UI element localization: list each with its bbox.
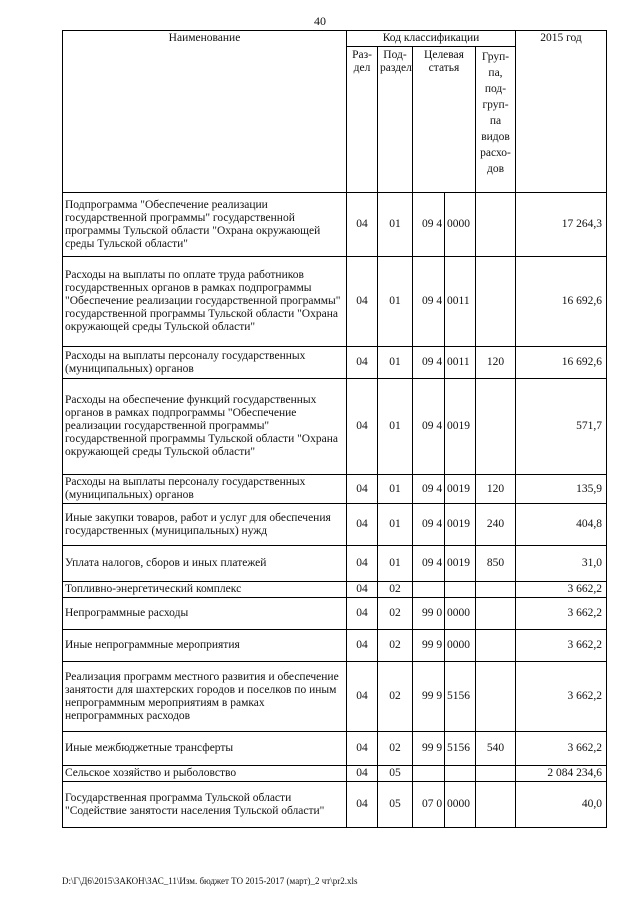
row-amount: 3 662,2	[516, 582, 607, 598]
header-year: 2015 год	[516, 31, 607, 193]
row-expense-group	[476, 598, 516, 630]
row-name: Расходы на обеспечение функций государственных органов в рамках подпрограммы "Обеспечение реализации государственной программы" государственной программы Тульской области "Охрана окружающей среды Тульской области"	[63, 379, 347, 475]
row-razdel: 04	[347, 546, 378, 582]
footer-file-path: D:\Г\Д6\2015\ЗАКОН\ЗАС_11\Изм. бюджет ТО 2015-2017 (март)_2 чт\pr2.xls	[62, 876, 358, 886]
row-name: Расходы на выплаты персоналу государственных (муниципальных) органов	[63, 475, 347, 504]
row-amount: 3 662,2	[516, 598, 607, 630]
row-expense-group: 120	[476, 475, 516, 504]
table-row	[63, 347, 607, 379]
row-podrazdel: 02	[378, 598, 413, 630]
row-target-subprogram	[435, 766, 445, 782]
row-podrazdel: 02	[378, 582, 413, 598]
row-razdel: 04	[347, 257, 378, 347]
row-razdel: 04	[347, 475, 378, 504]
row-target-subprogram: 0	[435, 598, 445, 630]
row-podrazdel: 02	[378, 732, 413, 766]
row-expense-group	[476, 257, 516, 347]
table-row	[63, 598, 607, 630]
header-podrazdel: Под- раздел	[378, 47, 413, 193]
row-expense-group	[476, 782, 516, 828]
row-target-direction: 0000	[445, 598, 476, 630]
row-target-program: 09	[413, 257, 435, 347]
row-name: Топливно-энергетический комплекс	[63, 582, 347, 598]
row-podrazdel: 01	[378, 475, 413, 504]
row-target-subprogram: 4	[435, 504, 445, 546]
row-amount: 31,0	[516, 546, 607, 582]
row-amount: 135,9	[516, 475, 607, 504]
row-expense-group	[476, 582, 516, 598]
row-expense-group	[476, 766, 516, 782]
row-name: Государственная программа Тульской области "Содействие занятости населения Тульской области"	[63, 782, 347, 828]
table-row	[63, 257, 607, 347]
row-target-program: 99	[413, 598, 435, 630]
row-podrazdel: 01	[378, 504, 413, 546]
row-amount: 404,8	[516, 504, 607, 546]
header-razdel: Раз- дел	[347, 47, 378, 193]
row-target-direction: 0011	[445, 257, 476, 347]
row-amount: 3 662,2	[516, 630, 607, 662]
table-row	[63, 662, 607, 732]
row-target-subprogram: 4	[435, 193, 445, 257]
row-target-direction: 0019	[445, 546, 476, 582]
table-row	[63, 582, 607, 598]
row-target-direction	[445, 582, 476, 598]
row-target-program: 07	[413, 782, 435, 828]
row-name: Реализация программ местного развития и обеспечение занятости для шахтерских городов и поселков по иным непрограммным мероприятиям в рамках непрограммных расходов	[63, 662, 347, 732]
row-razdel: 04	[347, 379, 378, 475]
row-target-direction: 0000	[445, 782, 476, 828]
row-podrazdel: 01	[378, 257, 413, 347]
row-target-subprogram: 4	[435, 347, 445, 379]
row-razdel: 04	[347, 766, 378, 782]
row-podrazdel: 02	[378, 662, 413, 732]
table-row	[63, 379, 607, 475]
row-razdel: 04	[347, 782, 378, 828]
table-row	[63, 504, 607, 546]
row-amount: 3 662,2	[516, 732, 607, 766]
row-podrazdel: 05	[378, 766, 413, 782]
row-razdel: 04	[347, 732, 378, 766]
row-amount: 3 662,2	[516, 662, 607, 732]
row-target-subprogram: 9	[435, 662, 445, 732]
row-podrazdel: 01	[378, 546, 413, 582]
header-group: Груп- па, под- груп- па видов расхо- дов	[476, 47, 516, 193]
row-podrazdel: 02	[378, 630, 413, 662]
table-row	[63, 475, 607, 504]
table-row	[63, 766, 607, 782]
row-target-direction: 0019	[445, 379, 476, 475]
row-razdel: 04	[347, 662, 378, 732]
row-target-program: 09	[413, 379, 435, 475]
row-target-program: 09	[413, 546, 435, 582]
row-target-program: 09	[413, 504, 435, 546]
row-expense-group: 120	[476, 347, 516, 379]
row-name: Расходы на выплаты по оплате труда работников государственных органов в рамках подпрограммы "Обеспечение реализации государственной программы" государственной программы Тульской области "Охрана окружающей среды Тульской области"	[63, 257, 347, 347]
row-amount: 571,7	[516, 379, 607, 475]
row-target-direction: 0019	[445, 475, 476, 504]
row-target-direction: 0000	[445, 193, 476, 257]
row-podrazdel: 05	[378, 782, 413, 828]
row-target-program: 99	[413, 662, 435, 732]
row-razdel: 04	[347, 598, 378, 630]
row-target-program: 99	[413, 630, 435, 662]
table-row	[63, 546, 607, 582]
row-target-subprogram: 4	[435, 257, 445, 347]
row-target-subprogram: 0	[435, 782, 445, 828]
row-target-program: 09	[413, 475, 435, 504]
row-podrazdel: 01	[378, 379, 413, 475]
table-row	[63, 630, 607, 662]
row-name: Иные непрограммные мероприятия	[63, 630, 347, 662]
header-code-group: Код классификации	[347, 31, 516, 47]
header-name: Наименование	[63, 31, 347, 193]
row-target-direction: 0011	[445, 347, 476, 379]
row-name: Уплата налогов, сборов и иных платежей	[63, 546, 347, 582]
row-name: Расходы на выплаты персоналу государственных (муниципальных) органов	[63, 347, 347, 379]
row-expense-group	[476, 193, 516, 257]
row-amount: 2 084 234,6	[516, 766, 607, 782]
row-target-subprogram	[435, 582, 445, 598]
row-target-direction: 0019	[445, 504, 476, 546]
row-amount: 40,0	[516, 782, 607, 828]
row-target-direction	[445, 766, 476, 782]
row-expense-group	[476, 379, 516, 475]
row-name: Иные межбюджетные трансферты	[63, 732, 347, 766]
row-target-program: 09	[413, 193, 435, 257]
row-amount: 17 264,3	[516, 193, 607, 257]
header-row-1	[63, 31, 607, 47]
row-target-subprogram: 4	[435, 475, 445, 504]
row-target-subprogram: 4	[435, 379, 445, 475]
row-amount: 16 692,6	[516, 347, 607, 379]
table-row	[63, 782, 607, 828]
row-razdel: 04	[347, 504, 378, 546]
row-name: Сельское хозяйство и рыболовство	[63, 766, 347, 782]
row-amount: 16 692,6	[516, 257, 607, 347]
table-row	[63, 193, 607, 257]
row-expense-group	[476, 630, 516, 662]
row-target-subprogram: 9	[435, 732, 445, 766]
row-expense-group	[476, 662, 516, 732]
row-name: Иные закупки товаров, работ и услуг для обеспечения государственных (муниципальных) нужд	[63, 504, 347, 546]
budget-table	[62, 30, 607, 828]
row-target-direction: 5156	[445, 732, 476, 766]
row-razdel: 04	[347, 347, 378, 379]
row-target-direction: 0000	[445, 630, 476, 662]
row-razdel: 04	[347, 630, 378, 662]
row-razdel: 04	[347, 193, 378, 257]
page-number: 40	[314, 14, 326, 28]
row-target-subprogram: 9	[435, 630, 445, 662]
row-target-subprogram: 4	[435, 546, 445, 582]
row-name: Непрограммные расходы	[63, 598, 347, 630]
row-podrazdel: 01	[378, 193, 413, 257]
table-row	[63, 732, 607, 766]
row-expense-group: 240	[476, 504, 516, 546]
row-podrazdel: 01	[378, 347, 413, 379]
row-expense-group: 540	[476, 732, 516, 766]
row-name: Подпрограмма "Обеспечение реализации государственной программы" государственной программы Тульской области "Охрана окружающей среды Тульской области"	[63, 193, 347, 257]
row-razdel: 04	[347, 582, 378, 598]
row-target-program: 09	[413, 347, 435, 379]
header-target: Целевая статья	[413, 47, 476, 193]
row-target-program: 99	[413, 732, 435, 766]
row-expense-group: 850	[476, 546, 516, 582]
row-target-program	[413, 766, 435, 782]
row-target-direction: 5156	[445, 662, 476, 732]
row-target-program	[413, 582, 435, 598]
